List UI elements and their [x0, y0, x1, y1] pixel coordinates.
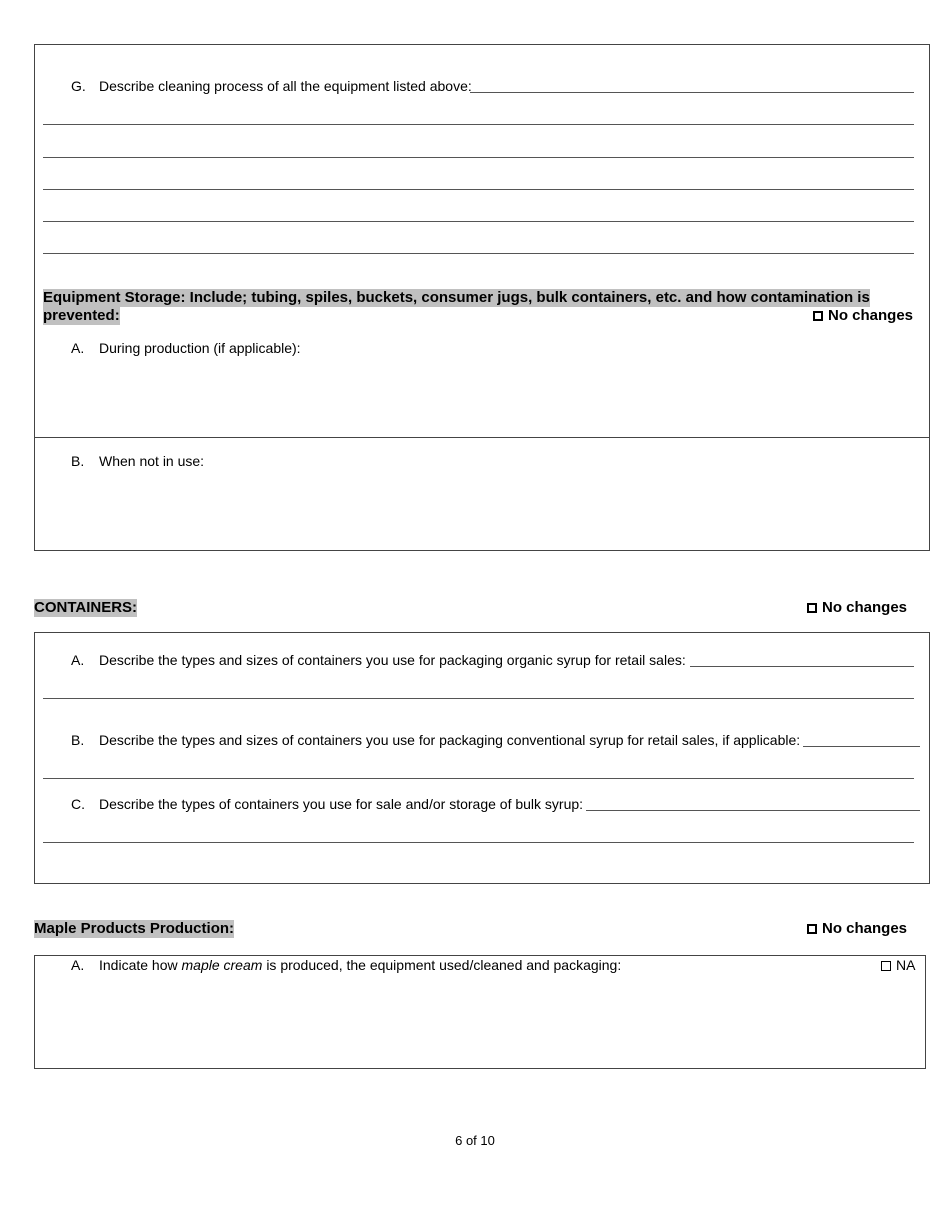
containers-item-b-text: Describe the types and sizes of containers you use for packaging conventional syrup for retail sales, if applicable:	[99, 732, 801, 748]
item-g-letter: G.	[71, 78, 86, 94]
containers-item-a-answer-line-0[interactable]	[690, 666, 914, 667]
item-g-prompt: Describe cleaning process of all the equipment listed above:	[99, 78, 472, 94]
checkbox-icon[interactable]	[807, 603, 817, 613]
no-changes-label: No changes	[828, 307, 914, 324]
containers-item-c-answer-line-0[interactable]	[586, 810, 920, 811]
checkbox-icon[interactable]	[807, 924, 817, 934]
no-changes-label: No changes	[822, 920, 908, 937]
checkbox-icon[interactable]	[881, 961, 891, 971]
containers-item-a-answer-line-1[interactable]	[43, 698, 914, 699]
containers-item-b-letter: B.	[71, 732, 85, 748]
storage-item-a-text: During production (if applicable):	[99, 340, 301, 356]
equipment-storage-heading-line1: Equipment Storage: Include; tubing, spiles, buckets, consumer jugs, bulk containers, etc. and how contamination is	[43, 289, 870, 306]
item-g-answer-line-5[interactable]	[43, 253, 914, 254]
containers-box	[34, 632, 930, 884]
maple-item-a-post: is produced, the equipment used/cleaned and packaging:	[266, 957, 622, 973]
equipment-storage-heading-cont	[43, 307, 120, 325]
item-g-answer-line-2[interactable]	[43, 157, 914, 158]
maple-item-a-text	[99, 957, 621, 973]
no-changes-label: No changes	[822, 599, 908, 616]
containers-item-c-letter: C.	[71, 796, 85, 812]
equipment-storage-no-changes[interactable]	[813, 307, 913, 324]
maple-products-heading: Maple Products Production:	[34, 920, 235, 937]
na-label: NA	[896, 957, 916, 973]
maple-item-a-em: maple cream	[181, 957, 263, 973]
storage-item-b-text: When not in use:	[99, 453, 205, 469]
item-g-answer-line-4[interactable]	[43, 221, 914, 222]
maple-na-option[interactable]	[881, 957, 915, 973]
containers-item-c-answer-line-1[interactable]	[43, 842, 914, 843]
cleaning-storage-box	[34, 44, 930, 438]
item-g-answer-line-1[interactable]	[43, 124, 914, 125]
checkbox-icon[interactable]	[813, 311, 823, 321]
item-g-answer-line-3[interactable]	[43, 189, 914, 190]
maple-item-a-pre: Indicate how	[99, 957, 178, 973]
containers-item-b-answer-line-1[interactable]	[43, 778, 914, 779]
maple-products-no-changes[interactable]	[807, 920, 907, 937]
containers-item-c-text: Describe the types of containers you use for sale and/or storage of bulk syrup:	[99, 796, 584, 812]
equipment-storage-heading	[43, 289, 870, 307]
containers-item-a-letter: A.	[71, 652, 85, 668]
storage-item-a-letter: A.	[71, 340, 85, 356]
containers-item-b-answer-line-0[interactable]	[803, 746, 920, 747]
item-g-answer-line-0[interactable]	[470, 92, 914, 93]
page-number: 6 of 10	[455, 1133, 495, 1148]
containers-heading: CONTAINERS:	[34, 599, 138, 616]
maple-item-a-letter: A.	[71, 957, 85, 973]
containers-item-a-text: Describe the types and sizes of containers you use for packaging organic syrup for retail sales:	[99, 652, 686, 668]
containers-no-changes[interactable]	[807, 599, 907, 616]
equipment-storage-heading-line2: prevented:	[43, 307, 120, 324]
storage-item-b-letter: B.	[71, 453, 85, 469]
